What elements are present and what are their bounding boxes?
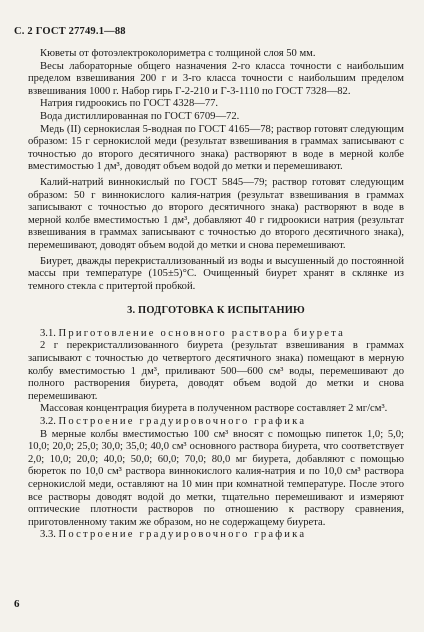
paragraph-scales: Весы лабораторные общего назначения 2-го класса точности с наибольшим пределом взвешивания 200 г и 3-го класса точности с наибольшим пределом взвешивания 1000 г. Набор гирь Г-2-210 и Г-3-1110 по ГОСТ 7328—82. [28, 60, 404, 97]
subsection-3-2-number: 3.2. [40, 416, 56, 428]
subsection-3-1-paragraph-1: 2 г перекристаллизованного биурета (результат взвешивания в граммах записывают с точностью до четвертого десятичного знака) помещают в мерную колбу вместимостью 1 дм³, приливают 500—600 см³ воды, перемешивают до полного растворения биурета, доводят объем водой до метки и снова перемешивают. [28, 340, 404, 402]
subsection-3-2-heading [28, 416, 404, 429]
subsection-3-1-number: 3.1. [40, 327, 56, 339]
page-header: С. 2 ГОСТ 27749.1—88 [14, 26, 126, 37]
page-number: 6 [14, 598, 20, 610]
subsection-3-2-title: Построение градуировочного графика [58, 416, 307, 428]
section-title: 3. ПОДГОТОВКА К ИСПЫТАНИЮ [127, 305, 305, 317]
paragraph-biuret: Биурет, дважды перекристаллизованный из воды и высушенный до постоянной массы при температуре (105±5)°С. Очищенный биурет хранят в склянке из темного стекла с притертой пробкой. [28, 255, 404, 292]
paragraph-copper-sulfate: Медь (II) сернокислая 5-водная по ГОСТ 4165—78; раствор готовят следующим образом: 15 г сернокислой меди (результат взвешивания в граммах записывают с точностью до второго десятичного знака) растворяют в воде в мерной колбе вместимостью 1 дм³, доводят объем водой до метки и перемешивают. [28, 123, 404, 173]
paragraph-sodium-hydroxide: Натрия гидроокись по ГОСТ 4328—77. [40, 98, 219, 110]
paragraph-cuvettes: Кюветы от фотоэлектроколориметра с толщиной слоя 50 мм. [40, 48, 316, 59]
document-body [28, 48, 404, 542]
subsection-3-3-number: 3.3. [40, 529, 56, 541]
subsection-3-3-title: Построение градуировочного графика [58, 529, 307, 541]
subsection-3-1-heading [28, 328, 404, 341]
subsection-3-3-heading [28, 529, 404, 542]
subsection-3-2-paragraph-1: В мерные колбы вместимостью 100 см³ вносят с помощью пипеток 1,0; 5,0; 10,0; 20,0; 25,0; 30,0; 35,0; 40,0 см³ основного раствора биурета, что соответствует 2,0; 10,0; 20,0; 40,0; 50,0; 60,0; 70,0; 80,0 мг биурета, добавляют с помощью бюреток по 10,0 см³ раствора виннокислого калия-натрия и по 10,0 см³ раствора сернокислой меди, оставляют на 10 мин при комнатной температуре. После этого все растворы доводят водой до метки, тщательно перемешивают и измеряют оптические плотности растворов по отношению к раствору сравнения, приготовленному таким же образом, но не содержащему биурета. [28, 428, 404, 528]
paragraph-potassium-sodium-tartrate: Калий-натрий виннокислый по ГОСТ 5845—79; раствор готовят следующим образом: 50 г виннокислого калия-натрия (результат взвешивания в граммах записывают с точностью до второго десятичного знака) растворяют в воде в мерной колбе вместимостью 1 дм³, добавляют 40 г гидроокиси натрия (результат взвешивания в граммах записывают с точностью до второго десятичного знака), перемешивают, доводят объем водой до метки и снова перемешивают. [28, 176, 404, 251]
subsection-3-1-paragraph-2: Массовая концентрация биурета в полученном растворе составляет 2 мг/см³. [40, 403, 388, 415]
paragraph-water: Вода дистиллированная по ГОСТ 6709—72. [40, 110, 240, 122]
subsection-3-1-title: Приготовление основного раствора биурета [58, 327, 345, 339]
